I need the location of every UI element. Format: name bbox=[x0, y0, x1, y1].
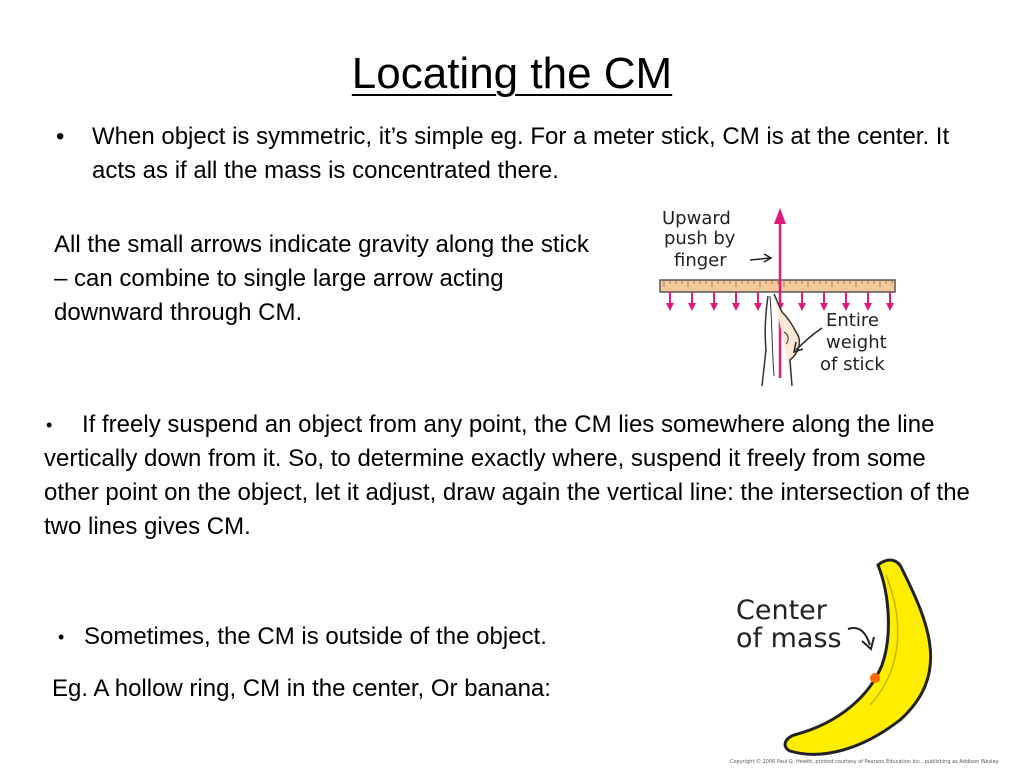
upward-label-line3: finger bbox=[674, 250, 727, 271]
copyright-credit: Copyright © 2006 Paul G. Hewitt, printed courtesy of Pearson Education Inc., publishing as Addison Wesley. bbox=[730, 759, 1000, 765]
gravity-arrow-head bbox=[754, 303, 762, 311]
bullet-cm-outside: Sometimes, the CM is outside of the object. bbox=[84, 623, 547, 650]
gravity-arrow-head bbox=[666, 303, 674, 311]
weight-label-line2: weight bbox=[826, 332, 887, 353]
gravity-arrow-head bbox=[732, 303, 740, 311]
bullet-symmetric-object: When object is symmetric, it’s simple eg. For a meter stick, CM is at the center. It acts as if all the mass is concentrated there. bbox=[92, 123, 950, 184]
banana-icon bbox=[785, 560, 931, 754]
bullet-marker: • bbox=[46, 415, 53, 435]
bullet-marker: • bbox=[58, 627, 65, 647]
bullet-marker: • bbox=[56, 123, 65, 150]
center-of-mass-label-line2: of mass bbox=[736, 623, 842, 654]
upward-label-line2: push by bbox=[664, 228, 736, 249]
upward-label-line1: Upward bbox=[662, 208, 731, 229]
weight-label-line1: Entire bbox=[826, 310, 879, 331]
meter-stick-figure bbox=[650, 200, 912, 386]
center-of-mass-label-line1: Center bbox=[736, 595, 827, 626]
banana-figure bbox=[720, 555, 1015, 767]
gravity-arrow-head bbox=[710, 303, 718, 311]
weight-label-line3: of stick bbox=[820, 354, 885, 375]
slide-title: Locating the CM bbox=[351, 49, 673, 98]
center-of-mass-dot bbox=[870, 673, 880, 683]
gravity-arrow-head bbox=[798, 303, 806, 311]
paragraph-small-arrows: All the small arrows indicate gravity along the stick – can combine to single large arrow acting downward through CM. bbox=[54, 231, 589, 326]
bullet-freely-suspend: If freely suspend an object from any point, the CM lies somewhere along the line vertically down from it. So, to determine exactly where, suspend it freely from some other point on the object, let it adjust, draw again the vertical line: the intersection of the two lines gives CM. bbox=[44, 411, 970, 540]
paragraph-banana-example: Eg. A hollow ring, CM in the center, Or banana: bbox=[52, 675, 551, 702]
meter-stick bbox=[660, 280, 895, 292]
gravity-arrow-head bbox=[688, 303, 696, 311]
gravity-arrow-head bbox=[886, 303, 894, 311]
